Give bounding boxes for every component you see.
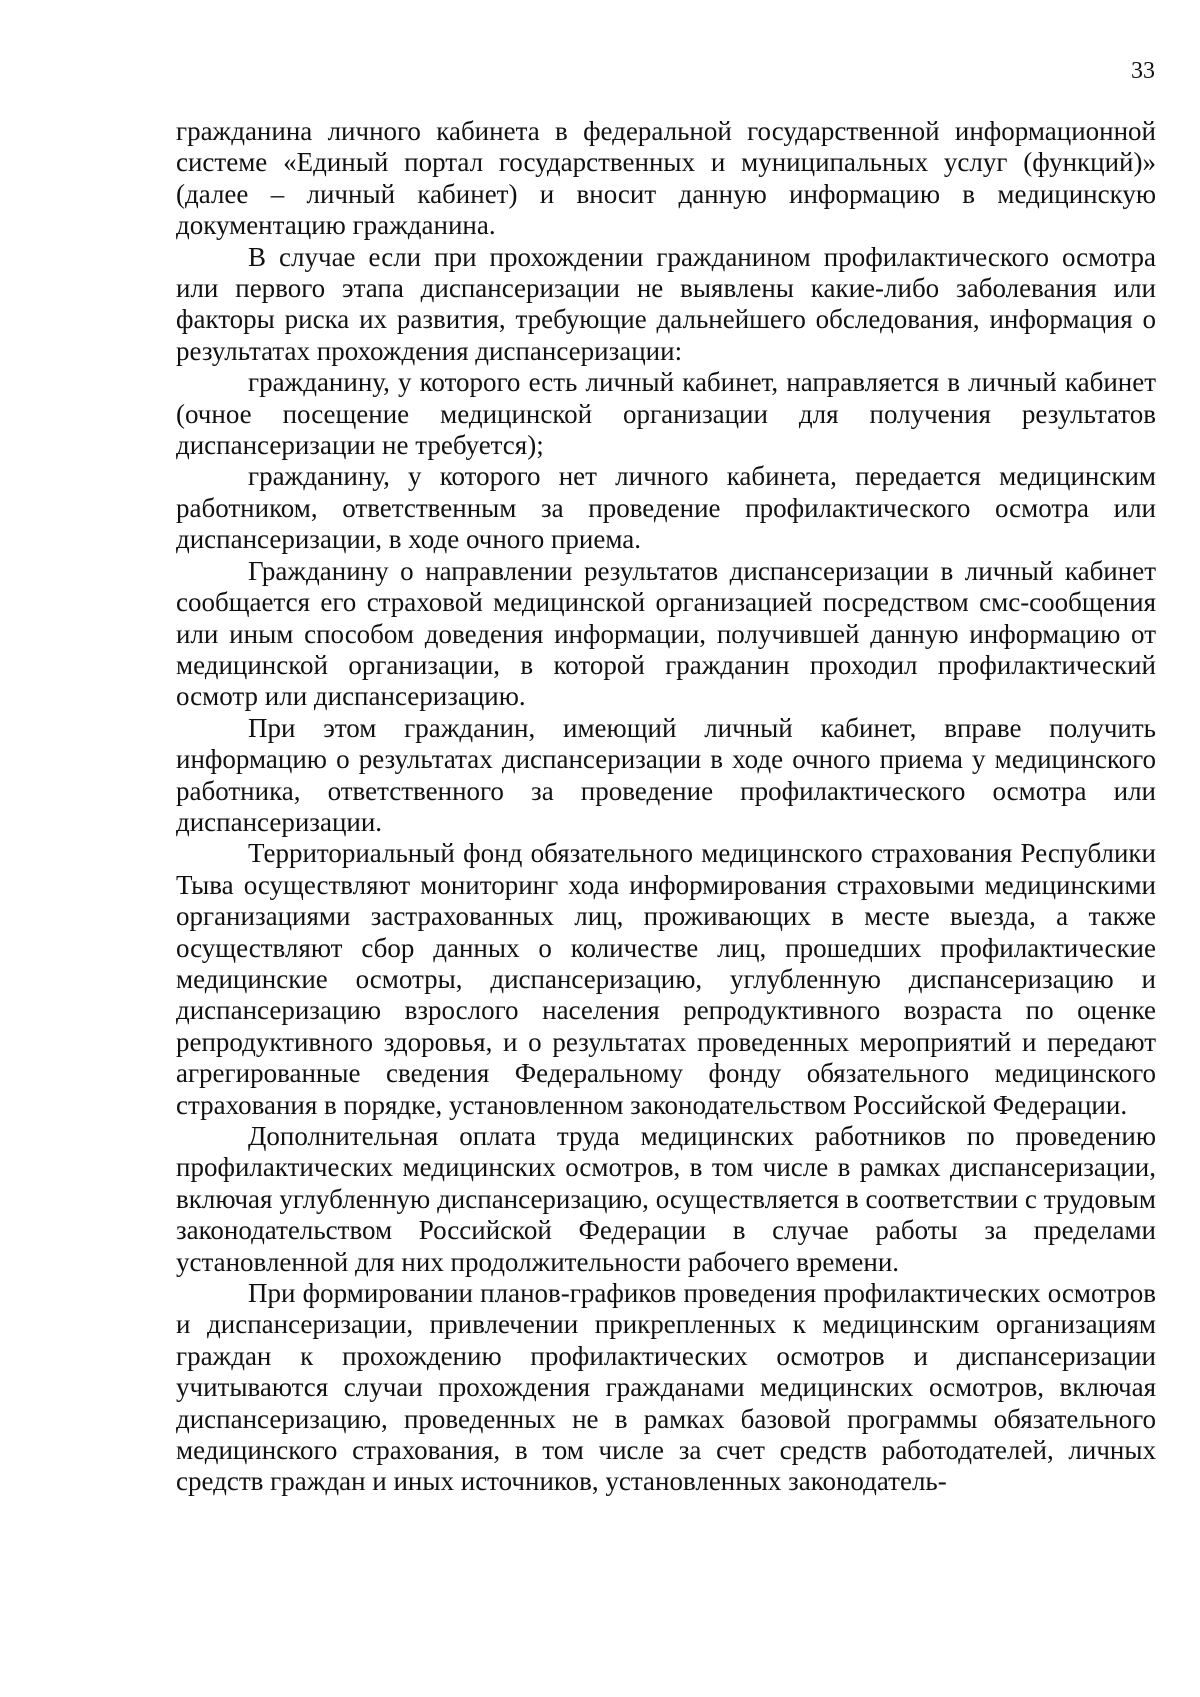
paragraph-2: В случае если при прохождении гражданином профилактического осмотра или первого этапа диспансеризации не выявлены какие-либо заболевания или факторы риска их развития, требующие дальнейшего обследования, информация о результатах прохождения диспансеризации: [176, 241, 1156, 366]
paragraph-6: При этом гражданин, имеющий личный кабинет, вправе получить информацию о результатах диспансеризации в ходе очного приема у медицинского работника, ответственного за проведение профилактического осмотра или диспансеризации. [176, 712, 1156, 837]
paragraph-8: Дополнительная оплата труда медицинских работников по проведению профилактических медицинских осмотров, в том числе в рамках диспансеризации, включая углубленную диспансеризацию, осуществляется в соответствии с трудовым законодательством Российской Федерации в случае работы за пределами установленной для них продолжительности рабочего времени. [176, 1121, 1156, 1277]
paragraph-5: Гражданину о направлении результатов диспансеризации в личный кабинет сообщается его страховой медицинской организацией посредством смс-сообщения или иным способом доведения информации, получившей данную информацию от медицинской организации, в которой гражданин проходил профилактический осмотр или диспансеризацию. [176, 555, 1156, 712]
paragraph-7: Территориальный фонд обязательного медицинского страхования Республики Тыва осуществляют мониторинг хода информирования страховыми медицинскими организациями застрахованных лиц, проживающих в месте выезда, а также осуществляют сбор данных о количестве лиц, прошедших профилактические медицинские осмотры, диспансеризацию, углубленную диспансеризацию и диспансеризацию взрослого населения репродуктивного возраста по оценке репродуктивного здоровья, и о результатах проведенных мероприятий и передают агрегированные сведения Федеральному фонду обязательного медицинского страхования в порядке, установленном законодательством Российской Федерации. [176, 838, 1156, 1120]
paragraph-4: гражданину, у которого нет личного кабинета, передается медицинским работником, ответственным за проведение профилактического осмотра или диспансеризации, в ходе очного приема. [176, 461, 1156, 555]
page-number: 33 [1131, 58, 1155, 84]
document-body [176, 116, 1156, 1498]
paragraph-3: гражданину, у которого есть личный кабинет, направляется в личный кабинет (очное посещение медицинской организации для получения результатов диспансеризации не требуется); [176, 367, 1156, 461]
paragraph-9: При формировании планов-графиков проведения профилактических осмотров и диспансеризации, привлечении прикрепленных к медицинским организациям граждан к прохождению профилактических осмотров и диспансеризации учитываются случаи прохождения гражданами медицинских осмотров, включая диспансеризацию, проведенных не в рамках базовой программы обязательного медицинского страхования, в том числе за счет средств работодателей, личных средств граждан и иных источников, установленных законодатель- [176, 1278, 1156, 1497]
paragraph-1: гражданина личного кабинета в федеральной государственной информационной системе «Единый портал государственных и муниципальных услуг (функций)» (далее – личный кабинет) и вносит данную информацию в медицинскую документацию гражданина. [176, 116, 1156, 241]
